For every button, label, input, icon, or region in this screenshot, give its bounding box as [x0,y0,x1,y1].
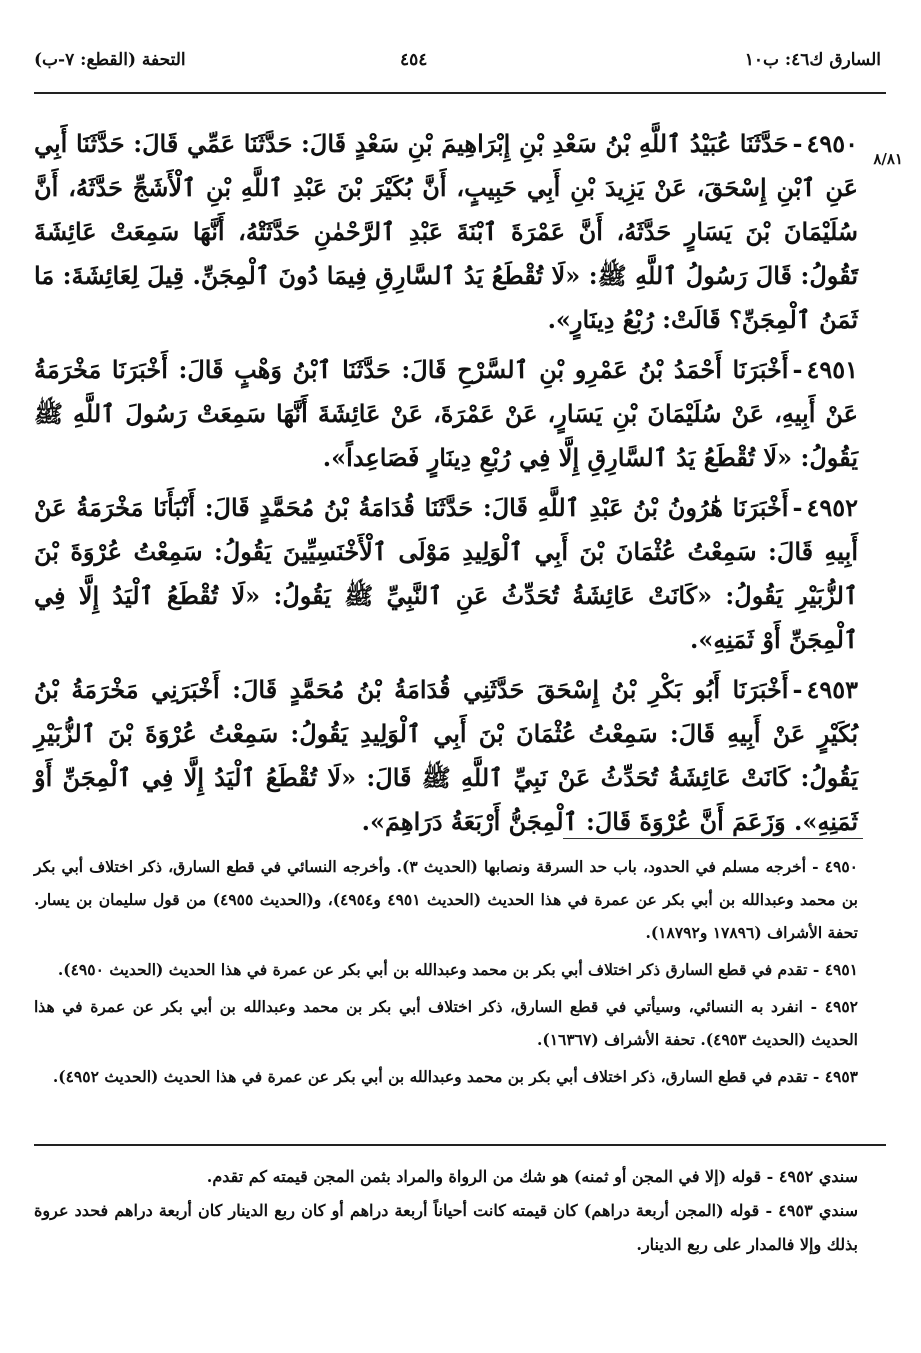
footnote-4952: ٤٩٥٢ - انفرد به النسائي، وسيأتي في قطع السارق، ذكر اختلاف أبي بكر بن محمد وعبدالله بن أبي بكر عن عمرة في هذا الحديث (الحديث ٤٩٥٣). تحفة الأشراف (١٦٣٦٧). [34,997,858,1049]
hadith-number: ٤٩٥١ [806,355,858,384]
footnote-text: تقدم في قطع السارق ذكر اختلاف أبي بكر بن محمد وعبدالله بن أبي بكر عن عمرة في هذا الحديث (الحديث ٤٩٥٠). [57,960,808,979]
hadith-isnad: حَدَّثَنَا عُبَيْدُ ٱللَّهِ بْنُ سَعْدِ بْنِ إِبْرَاهِيمَ بْنِ سَعْدٍ قَالَ: حَدَّثَنَا عَمِّي قَالَ: حَدَّثَنَا أَبِي عَنِ ٱبْنِ إِسْحَقَ، عَنْ يَزِيدَ بْنِ أَبِي حَبِيبٍ، أَنَّ بُكَيْرَ بْنَ عَبْدِ ٱللَّهِ بْنِ ٱلْأَشَجِّ حَدَّثَهُ، أَنَّ سُلَيْمَانَ بْنَ يَسَارٍ حَدَّثَهُ، أَنَّ عَمْرَةَ ٱبْنَةَ عَبْدِ ٱلرَّحْمٰنِ حَدَّثَتْهُ، أَنَّهَا سَمِعَتْ عَائِشَةَ تَقُولُ: قَالَ رَسُولُ ٱللَّهِ ﷺ: [34,129,859,290]
sindi-rule [34,1144,886,1146]
hadith-body [34,122,858,850]
footnote-rule [563,838,863,839]
hadith-matn: «كَانَتْ عَائِشَةُ تُحَدِّثُ عَنِ ٱلنَّبِيِّ ﷺ يَقُولُ: «لَا تُقْطَعُ ٱلْيَدُ إِلَّا فِي ٱلْمِجَنِّ أَوْ ثَمَنِهِ». [34,581,858,654]
sindi-text: قوله (إلا في المجن أو ثمنه) هو شك من الرواة والمراد بثمن المجن قيمته كم تقدم. [206,1167,762,1186]
footnote-number: ٤٩٥٢ [824,997,858,1016]
hadith-separator: - [792,493,803,522]
hadith-number: ٤٩٥٢ [806,493,858,522]
page-number: ٤٥٤ [400,50,428,70]
sindi-commentary [34,1160,858,1262]
footnote-number: ٤٩٥١ [824,960,858,979]
hadith-4953 [34,668,858,844]
header-rule [34,92,886,94]
margin-reference: ٨/٨١ [873,150,903,168]
hadith-isnad: أَخْبَرَنَا أَحْمَدُ بْنُ عَمْرِو بْنِ ٱلسَّرْحِ قَالَ: حَدَّثَنَا ٱبْنُ وَهْبٍ قَالَ: أَخْبَرَنَا مَخْرَمَةُ عَنْ أَبِيهِ، عَنْ سُلَيْمَانَ بْنِ يَسَارٍ، عَنْ عَمْرَةَ، عَنْ عَائِشَةَ أَنَّهَا سَمِعَتْ رَسُولَ ٱللَّهِ ﷺ يَقُولُ: [34,355,858,472]
footnote-text: انفرد به النسائي، وسيأتي في قطع السارق، ذكر اختلاف أبي بكر بن محمد وعبدالله بن أبي بكر عن عمرة في هذا الحديث (الحديث ٤٩٥٣). تحفة الأشراف (١٦٣٦٧). [34,997,858,1049]
footnote-4953: ٤٩٥٣ - تقدم في قطع السارق، ذكر اختلاف أبي بكر بن محمد وعبدالله بن أبي بكر عن عمرة في هذا الحديث (الحديث ٤٩٥٢). [52,1067,858,1086]
footnote-4951: ٤٩٥١ - تقدم في قطع السارق ذكر اختلاف أبي بكر بن محمد وعبدالله بن أبي بكر عن عمرة في هذا الحديث (الحديث ٤٩٥٠). [57,960,858,979]
hadith-isnad: أَخْبَرَنَا أَبُو بَكْرِ بْنُ إِسْحَقَ حَدَّثَنِي قُدَامَةُ بْنُ مُحَمَّدٍ قَالَ: أَخْبَرَنِي مَخْرَمَةُ بْنُ بُكَيْرٍ عَنْ أَبِيهِ قَالَ: سَمِعْتُ عُثْمَانَ بْنَ أَبِي ٱلْوَلِيدِ يَقُولُ: سَمِعْتُ عُرْوَةَ بْنَ ٱلزُّبَيْرِ يَقُولُ: كَانَتْ عَائِشَةُ تُحَدِّثُ عَنْ نَبِيِّ ٱللَّهِ ﷺ قَالَ: [34,675,859,792]
sindi-prefix: سندي ٤٩٥٢ [778,1167,858,1186]
hadith-separator: - [792,675,803,704]
hadith-number: ٤٩٥٣ [806,675,858,704]
hadith-isnad: أَخْبَرَنَا هَٰرُونُ بْنُ عَبْدِ ٱللَّهِ قَالَ: حَدَّثَنَا قُدَامَةُ بْنُ مُحَمَّدٍ قَالَ: أَنْبَأَنَا مَخْرَمَةُ عَنْ أَبِيهِ قَالَ: سَمِعْتُ عُثْمَانَ بْنَ أَبِي ٱلْوَلِيدِ مَوْلَى ٱلْأَخْنَسِيِّينَ يَقُولُ: سَمِعْتُ عُرْوَةَ بْنَ ٱلزُّبَيْرِ يَقُولُ: [34,493,859,610]
hadith-4951 [34,348,858,480]
sindi-text: قوله (المجن أربعة دراهم) كان قيمته كانت أحياناً أربعة دراهم أو كان ربع الدينار كان أربعة دراهم فحدد عروة بذلك وإلا فالمدار على ربع الدينار. [34,1201,858,1254]
hadith-matn: «لَا تُقْطَعُ يَدُ ٱلسَّارِقِ فِيمَا دُونَ ٱلْمِجَنِّ. قِيلَ لِعَائِشَةَ: مَا ثَمَنُ ٱلْمِجَنِّ؟ قَالَتْ: رُبْعُ دِينَارٍ». [34,261,858,334]
footnote-4950: ٤٩٥٠ - أخرجه مسلم في الحدود، باب حد السرقة ونصابها (الحديث ٣). وأخرجه النسائي في قطع السارق، ذكر اختلاف أبي بكر بن محمد وعبدالله بن أبي بكر عن عمرة في هذا الحديث (الحديث ٤٩٥١ و٤٩٥٤)، و(الحديث ٤٩٥٥) من قول سليمان بن يسار. تحفة الأشراف (١٧٨٩٦ و١٨٧٩٢). [34,857,858,942]
hadith-matn: «لَا تُقْطَعُ يَدُ ٱلسَّارِقِ إِلَّا فِي رُبْعِ دِينَارٍ فَصَاعِداً». [322,443,793,472]
hadith-matn: «لَا تُقْطَعُ ٱلْيَدُ إِلَّا فِي ٱلْمِجَنِّ أَوْ ثَمَنِهِ». وَزَعَمَ أَنَّ عُرْوَةَ قَالَ: ٱلْمِجَنُّ أَرْبَعَةُ دَرَاهِمَ». [34,763,858,836]
footnote-text: تقدم في قطع السارق، ذكر اختلاف أبي بكر بن محمد وعبدالله بن أبي بكر عن عمرة في هذا الحديث (الحديث ٤٩٥٢). [52,1067,808,1086]
footnotes [34,850,858,1097]
footnote-number: ٤٩٥٣ [824,1067,858,1086]
header-chapter-ref: السارق ك٤٦: ب١٠ [744,50,881,70]
hadith-4952 [34,486,858,662]
sindi-note-4953: سندي ٤٩٥٣ - قوله (المجن أربعة دراهم) كان قيمته كانت أحياناً أربعة دراهم أو كان ربع الدينار كان أربعة دراهم فحدد عروة بذلك وإلا فالمدار على ربع الدينار. [34,1201,859,1254]
sindi-prefix: سندي ٤٩٥٣ [778,1201,859,1220]
header-tuhfa-ref: التحفة (القطع: ٧-ب) [34,50,186,70]
sindi-note-4952: سندي ٤٩٥٢ - قوله (إلا في المجن أو ثمنه) هو شك من الرواة والمراد بثمن المجن قيمته كم تقدم. [206,1167,858,1186]
hadith-4950 [34,122,858,342]
hadith-separator: - [792,129,803,158]
footnote-text: أخرجه مسلم في الحدود، باب حد السرقة ونصابها (الحديث ٣). وأخرجه النسائي في قطع السارق، ذكر اختلاف أبي بكر بن محمد وعبدالله بن أبي بكر عن عمرة في هذا الحديث (الحديث ٤٩٥١ و٤٩٥٤)، و(الحديث ٤٩٥٥) من قول سليمان بن يسار. تحفة الأشراف (١٧٨٩٦ و١٨٧٩٢). [34,857,858,942]
hadith-number: ٤٩٥٠ [806,129,858,158]
footnote-number: ٤٩٥٠ [824,857,858,876]
hadith-separator: - [792,355,803,384]
